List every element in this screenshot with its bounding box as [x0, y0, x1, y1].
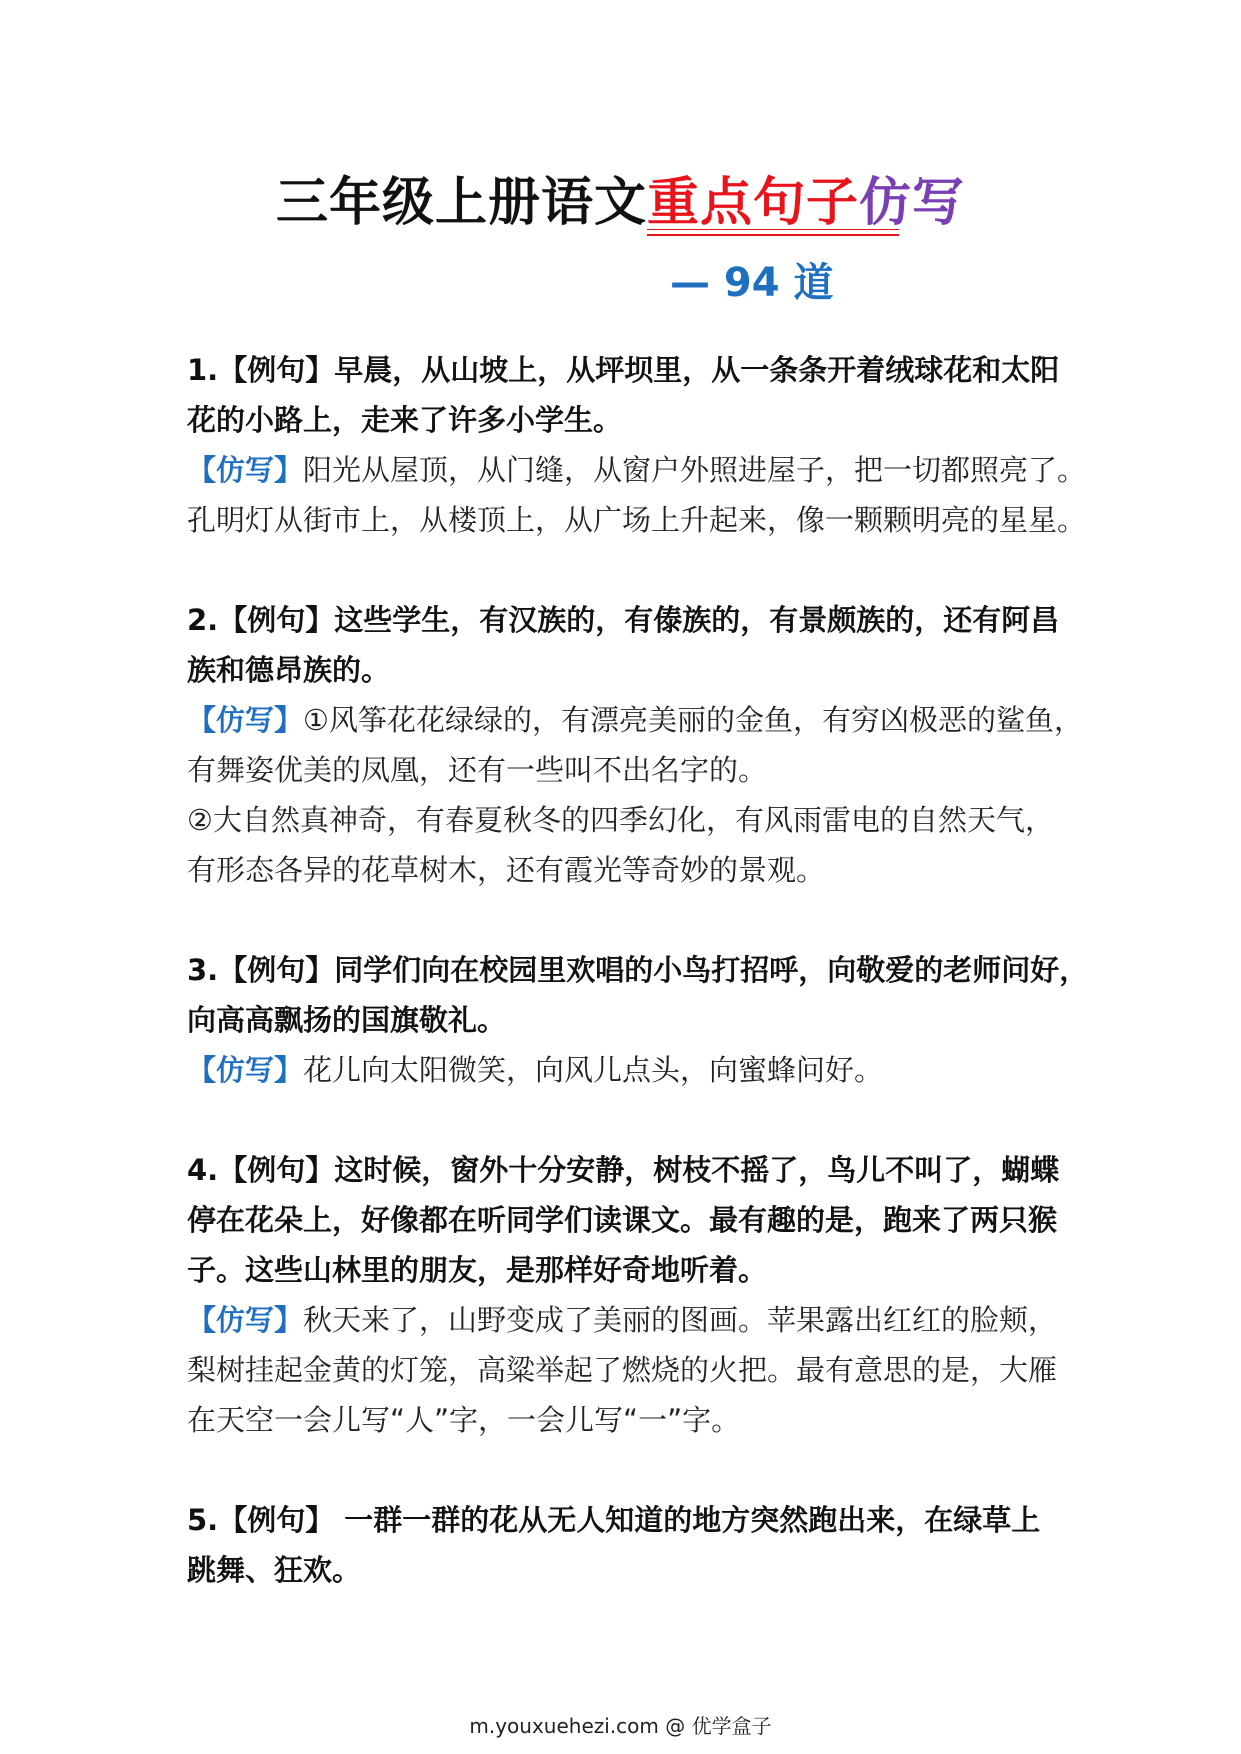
example-line: 停在花朵上，好像都在听同学们读课文。最有趣的是，跑来了两只猴 [187, 1203, 1058, 1237]
imitate-line: ①风筝花花绿绿的，有漂亮美丽的金鱼，有穷凶极恶的鲨鱼， [303, 703, 1084, 737]
example-line: 向高高飘扬的国旗敬礼。 [187, 1003, 507, 1037]
exercise-item [187, 345, 1087, 545]
imitate-line: 秋天来了，山野变成了美丽的图画。苹果露出红红的脸颊， [303, 1303, 1058, 1337]
exercise-item [187, 595, 1084, 895]
example-line: 花的小路上，走来了许多小学生。 [187, 403, 623, 437]
imitate-tag: 【仿写】 [187, 1303, 304, 1337]
imitate-tag: 【仿写】 [187, 453, 304, 487]
imitate-line: 阳光从屋顶，从门缝，从窗户外照进屋子，把一切都照亮了。 [303, 453, 1087, 487]
example-line: 1.【例句】早晨，从山坡上，从坪坝里，从一条条开着绒球花和太阳 [187, 353, 1060, 387]
example-line: 3.【例句】同学们向在校园里欢唱的小鸟打招呼，向敬爱的老师问好， [187, 953, 1089, 987]
imitate-line: 孔明灯从街市上，从楼顶上，从广场上升起来，像一颗颗明亮的星星。 [187, 503, 1087, 537]
example-line: 族和德昂族的。 [187, 653, 391, 687]
imitate-line: 有形态各异的花草树木，还有霞光等奇妙的景观。 [187, 853, 826, 887]
page-title [0, 168, 1241, 238]
example-line: 跳舞、狂欢。 [187, 1553, 362, 1587]
title-part-purple: 仿写 [859, 173, 966, 233]
imitate-line: 花儿向太阳微笑，向风儿点头，向蜜蜂问好。 [303, 1053, 884, 1087]
title-part-red: 重点句子 [647, 168, 859, 238]
imitate-line: 在天空一会儿写“人”字，一会儿写“一”字。 [187, 1403, 741, 1437]
example-line: 5.【例句】 一群一群的花从无人知道的地方突然跑出来，在绿草上 [187, 1503, 1041, 1537]
exercise-list [187, 345, 1089, 1645]
example-line: 2.【例句】这些学生，有汉族的，有傣族的，有景颇族的，还有阿昌 [187, 603, 1060, 637]
exercise-item [187, 945, 1089, 1095]
imitate-tag: 【仿写】 [187, 1053, 304, 1087]
exercise-item [187, 1495, 1057, 1595]
exercise-item [187, 1145, 1060, 1445]
page-subtitle: — 94 道 [670, 260, 834, 306]
imitate-tag: 【仿写】 [187, 703, 304, 737]
page-footer: m.youxuehezi.com @ 优学盒子 [469, 1714, 772, 1738]
imitate-line: ②大自然真神奇，有春夏秋冬的四季幻化，有风雨雷电的自然天气， [187, 803, 1054, 837]
example-line: 子。这些山林里的朋友，是那样好奇地听着。 [187, 1253, 768, 1287]
imitate-line: 梨树挂起金黄的灯笼，高粱举起了燃烧的火把。最有意思的是，大雁 [187, 1353, 1058, 1387]
imitate-line: 有舞姿优美的凤凰，还有一些叫不出名字的。 [187, 753, 768, 787]
example-line: 4.【例句】这时候，窗外十分安静，树枝不摇了，鸟儿不叫了，蝴蝶 [187, 1153, 1060, 1187]
title-part-black: 三年级上册语文 [275, 173, 647, 233]
